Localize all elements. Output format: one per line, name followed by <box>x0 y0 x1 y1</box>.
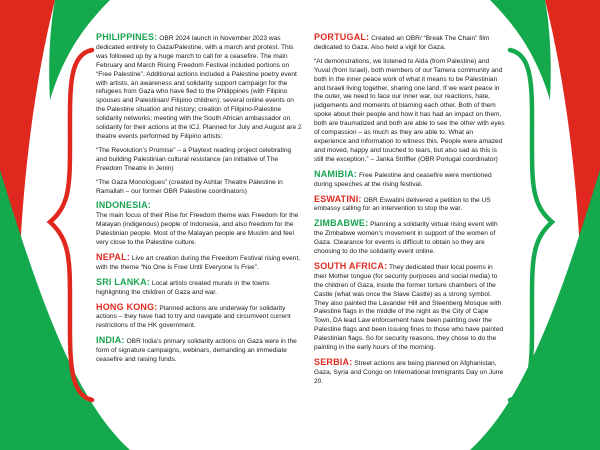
country-heading: SERBIA: <box>314 357 353 367</box>
section-indonesia <box>96 201 302 248</box>
left-column <box>96 33 302 370</box>
section-text <box>96 278 302 298</box>
body-text: “The Revolution’s Promise” – a Playtext reading project celebrating and building Palestinian cultural resistance (an initiative of The Freedom Theatre in Jenin) <box>96 146 292 172</box>
section-text <box>314 358 506 387</box>
section-zimbabwe <box>314 219 506 257</box>
section-text <box>96 201 302 248</box>
section-philippines <box>96 33 302 196</box>
section-namibia <box>314 170 506 190</box>
body-text: Planned actions are underway for solidarity actions – they have had to try and navigate and circumvent current restrictions of the HK government. <box>96 304 291 330</box>
country-heading: ESWATINI: <box>314 193 362 204</box>
country-heading: NEPAL: <box>96 251 131 262</box>
section-hong-kong <box>96 303 302 332</box>
section-text <box>96 336 302 365</box>
section-sri-lanka <box>96 278 302 298</box>
body-text: Local artists created murals in the towns highlighting the children of Gaza and war. <box>96 279 270 296</box>
body-text: OBR 2024 launch in November 2023 was dedicated entirely to Gaza/Palestine, with a march and protest. This was followed up by a huge march to call for a ceasefire. The main February and March Rising Freedom Festival included portions on “Free Palestine”. Additional actions included a Palestine poetry event with artists, an awareness and solidarity support campaign for the refugees from Gaza who have fled to the Philippines (with Filipino spouses and Palestinian/ Filipino children); several online events on the Palestine situation and history; creation of Filipino-Palestine solidarity networks; meeting with the South African ambassador on solidarity for their actions at the ICJ. Planned for July and August are 2 theatre events performed by Filipino artists: <box>96 35 302 140</box>
section-south-africa <box>314 262 506 353</box>
section-quote <box>96 147 302 174</box>
country-heading: NAMIBIA: <box>314 168 358 179</box>
section-text <box>314 219 506 257</box>
section-quote <box>96 179 302 197</box>
body-text: Street actions are being planned on Afghanistan, Gaza, Syria and Congo on International Immigrants Day on June 20. <box>314 360 504 385</box>
body-text: Planning a solidarity virtual rising event with the Zimbabwe women’s movement in support of the women of Gaza. Clearance for events is difficult to obtain so they are choosing to do the solidarity event online. <box>314 221 498 256</box>
section-nepal <box>96 253 302 273</box>
body-text: Live art creation during the Freedom Festival rising event, with the theme “No One is Free Until Everyone Is Free”. <box>96 254 301 271</box>
section-portugal <box>314 33 506 165</box>
section-text <box>314 195 506 215</box>
country-heading: INDIA: <box>96 335 125 346</box>
body-text: “At demonstrations, we listened to Aida (from Palestine) and Yuval (from Israel), both members of our Tamera community and both in the inner peace work of what it means to be Palestinian and Israeli living together, sharing one land. If we want peace in the outer, we need to face our inner war, our reactions, hate, judgements and moments of blaming each other. Both of them spoke about their people and how it has had an impact on them, both are traumatized and both are able to see the other with eyes of compassion – as much as they are able to. What an experience and information to witness this. People were amazed and moved, happy and touched to tears, but also sad as this is still the exception.” – Janka Striffler (OBR Portugal coordinator) <box>314 57 505 163</box>
body-text: OBR Eswatini delivered a petition to the US embassy calling for an intervention to stop the war. <box>314 196 491 213</box>
section-serbia <box>314 358 506 387</box>
section-text <box>314 170 506 190</box>
body-text: The main focus of their Rise for Freedom theme was Freedom for the Malayan (indigenous) people of Indonesia, and also freedom for the Palestinian people. Most of the Malayan people are Muslim and feel very close to the Palestine culture. <box>96 212 299 247</box>
body-text: Created an OBR/ “Break The Chain” film dedicated to Gaza. Also held a vigil for Gaza. <box>314 35 490 51</box>
body-text: They dedicated their local poems in their Mother tongue (for security purposes and social media) to the children of Gaza, inside the former torture chambers of the Castle (what was once the Slave Castle) as a strong symbol. They also painted the Lavander Hill and Steenberg Mosque with Palestine flags in the middle of the night as the City of Cape Town, DA lead Law enforcement have been painting over the Palestine flags and been issuing fines to those who have painted Palestinian flags. So for security reasons, they chose to do the painting in the early hours of the morning. <box>314 263 504 352</box>
right-column <box>314 33 506 392</box>
section-eswatini <box>314 195 506 215</box>
section-quote <box>314 58 506 165</box>
section-text <box>96 253 302 273</box>
country-heading: INDONESIA: <box>96 200 152 211</box>
section-india <box>96 336 302 365</box>
section-text <box>96 33 302 142</box>
country-heading: HONG KONG: <box>96 301 158 312</box>
body-text: OBR India’s primary solidarity actions on Gaza were in the form of signature campaigns, webinars, demanding an immediate ceasefire and raising funds. <box>96 338 297 364</box>
body-text: “The Gaza Monologues” (created by Ashtar Theatre Palestine in Ramallah – our former OBR Palestine coordinators) <box>96 178 283 195</box>
section-text <box>314 262 506 353</box>
section-text <box>96 303 302 332</box>
section-text <box>314 33 506 53</box>
body-text: Free Palestine and ceasefire were mentioned during speeches at the rising festival. <box>314 171 492 188</box>
country-heading: SRI LANKA: <box>96 276 150 287</box>
country-heading: PORTUGAL: <box>314 32 370 42</box>
country-heading: PHILIPPINES: <box>96 32 158 42</box>
country-heading: ZIMBABWE: <box>314 218 369 229</box>
country-heading: SOUTH AFRICA: <box>314 260 388 271</box>
